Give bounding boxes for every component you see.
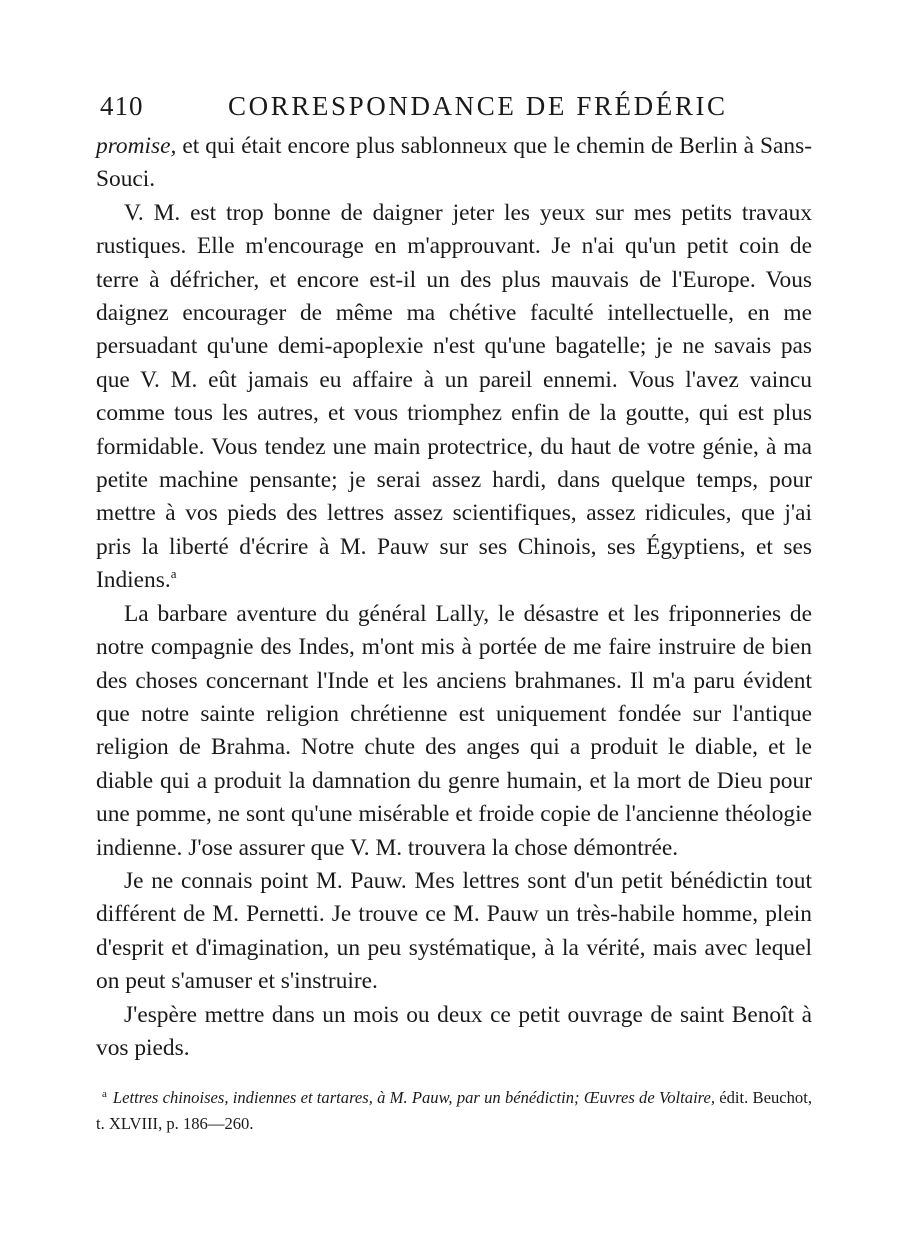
footnote-mark: a xyxy=(102,1088,107,1101)
paragraph-text: J'espère mettre dans un mois ou deux ce petit ouvrage de saint Benoît à vos pieds. xyxy=(96,1001,812,1061)
paragraph-text: et qui était encore plus sablonneux que le chemin de Berlin à Sans-Souci. xyxy=(96,133,812,193)
footnote xyxy=(96,1085,812,1137)
running-head xyxy=(96,82,812,130)
paragraph xyxy=(96,865,812,999)
footnote-title: Lettres chinoises, indiennes et tartares, à M. Pauw, par un bénédictin; Œuvres de Voltaire, xyxy=(112,1088,716,1108)
paragraph-text: Je ne connais point M. Pauw. Mes lettres sont d'un petit bénédictin tout différent de M. Pernetti. Je trouve ce M. Pauw un très-habile homme, plein d'esprit et d'imagination, un peu systématique, à la vérité, mais avec lequel on peut s'amuser et s'instruire. xyxy=(96,867,812,995)
footnote-text: édit. Beuchot, t. XLVIII, p. 186—260. xyxy=(96,1088,812,1134)
italic-text: promise, xyxy=(96,133,177,159)
paragraph xyxy=(96,130,812,197)
body-text xyxy=(96,130,812,1065)
book-page xyxy=(96,82,812,1137)
paragraph xyxy=(96,197,812,598)
page-number: 410 xyxy=(100,91,144,121)
running-head-title: CORRESPONDANCE DE FRÉDÉRIC xyxy=(228,91,728,121)
paragraph xyxy=(96,598,812,865)
footnote-reference: a xyxy=(170,566,177,582)
paragraph-text: V. M. est trop bonne de daigner jeter les yeux sur mes petits travaux rustiques. Elle m'encourage en m'approuvant. Je n'ai qu'un petit coin de terre à défricher, et encore est-il un des plus mauvais de l'Europe. Vous daignez encourager de même ma chétive faculté intellectuelle, en me persuadant qu'une demi-apoplexie n'est qu'une bagatelle; je ne savais pas que V. M. eût jamais eu affaire à un pareil ennemi. Vous l'avez vaincu comme tous les autres, et vous triomphez enfin de la goutte, qui est plus formidable. Vous tendez une main protectrice, du haut de votre génie, à ma petite machine pensante; je serai assez hardi, dans quelque temps, pour mettre à vos pieds des lettres assez scientifiques, assez ridicules, que j'ai pris la liberté d'écrire à M. Pauw sur ses Chinois, ses Égyptiens, et ses Indiens. xyxy=(96,199,812,594)
paragraph xyxy=(96,999,812,1066)
paragraph-text: La barbare aventure du général Lally, le désastre et les friponneries de notre compagnie des Indes, m'ont mis à portée de me faire instruire de bien des choses concernant l'Inde et les anciens brahmanes. Il m'a paru évident que notre sainte religion chrétienne est uniquement fondée sur l'antique religion de Brahma. Notre chute des anges qui a produit le diable, et le diable qui a produit la damnation du genre humain, et la mort de Dieu pour une pomme, ne sont qu'une misérable et froide copie de l'ancienne théologie indienne. J'ose assurer que V. M. trouvera la chose démontrée. xyxy=(96,600,812,861)
